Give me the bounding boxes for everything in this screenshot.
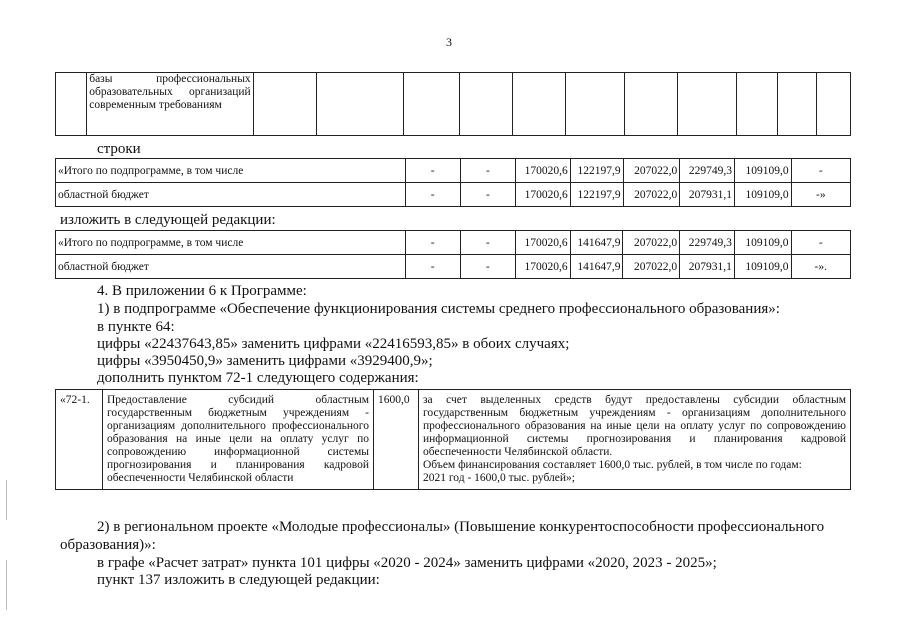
paragraph: дополнить пунктом 72-1 следующего содержания: <box>97 370 419 386</box>
table-cell-text: базы профессиональных образовательных организаций современным требованиям <box>87 73 253 136</box>
table-row: «Итого по подпрограмме, в том числе - - 170020,6 122197,9 207022,0 229749,3 109109,0 - <box>56 159 851 183</box>
scan-margin-mark <box>6 480 7 520</box>
table-row: «Итого по подпрограмме, в том числе - - 170020,6 141647,9 207022,0 229749,3 109109,0 - <box>56 231 851 255</box>
item-description: Предоставление субсидий областным государственным бюджетным учреждениям - организациям дополнительного профессионального образования на иные цели на оплату услуг по сопровождению информационной системы прогнозирования и планирования кадровой обеспеченности Челябинской области <box>103 390 374 490</box>
paragraph: пункт 137 изложить в следующей редакции: <box>97 572 380 588</box>
label-new-edition: изложить в следующей редакции: <box>60 212 276 228</box>
paragraph: в пункте 64: <box>97 319 175 335</box>
paragraph: 2) в региональном проекте «Молодые профессионалы» (Повышение конкурентоспособности профессионального <box>97 519 825 535</box>
item-note: за счет выделенных средств будут предоставлены субсидии областным государственным бюджетным учреждениям - организациям дополнительного профессионального образования на иные цели на оплату услуг по сопровождению информационной системы прогнозирования и планирования кадровой обеспеченности Челябинской области. Объем финансирования составляет 1600,0 тыс. рублей, в том числе по годам: 2021 год - 1600,0 тыс. рублей»; <box>419 390 851 490</box>
paragraph: 1) в подпрограмме «Обеспечение функционирования системы среднего профессионального образования»: <box>97 301 780 317</box>
item-number: «72-1. <box>56 390 103 490</box>
table-item-72-1 <box>55 389 851 490</box>
scan-margin-mark <box>6 560 7 610</box>
paragraph: 4. В приложении 6 к Программе: <box>97 283 307 299</box>
table-row: областной бюджет - - 170020,6 141647,9 207022,0 207931,1 109109,0 -». <box>56 255 851 279</box>
paragraph: в графе «Расчет затрат» пункта 101 цифры «2020 - 2024» заменить цифрами «2020, 2023 - 2025»; <box>97 555 717 571</box>
table-row: областной бюджет - - 170020,6 122197,9 207022,0 207931,1 109109,0 -» <box>56 183 851 207</box>
paragraph: цифры «3950450,9» заменить цифрами «3929400,9»; <box>97 353 433 369</box>
paragraph: образования)»: <box>60 537 156 553</box>
table-new-rows <box>55 230 851 279</box>
item-amount: 1600,0 <box>374 390 419 490</box>
paragraph: цифры «22437643,85» заменить цифрами «22416593,85» в обоих случаях; <box>97 336 570 352</box>
table-row <box>56 73 851 136</box>
label-rows: строки <box>97 141 141 157</box>
page-number: 3 <box>446 35 452 49</box>
table-old-rows <box>55 158 851 207</box>
table-top-fragment <box>55 72 851 136</box>
table-row <box>56 390 851 490</box>
